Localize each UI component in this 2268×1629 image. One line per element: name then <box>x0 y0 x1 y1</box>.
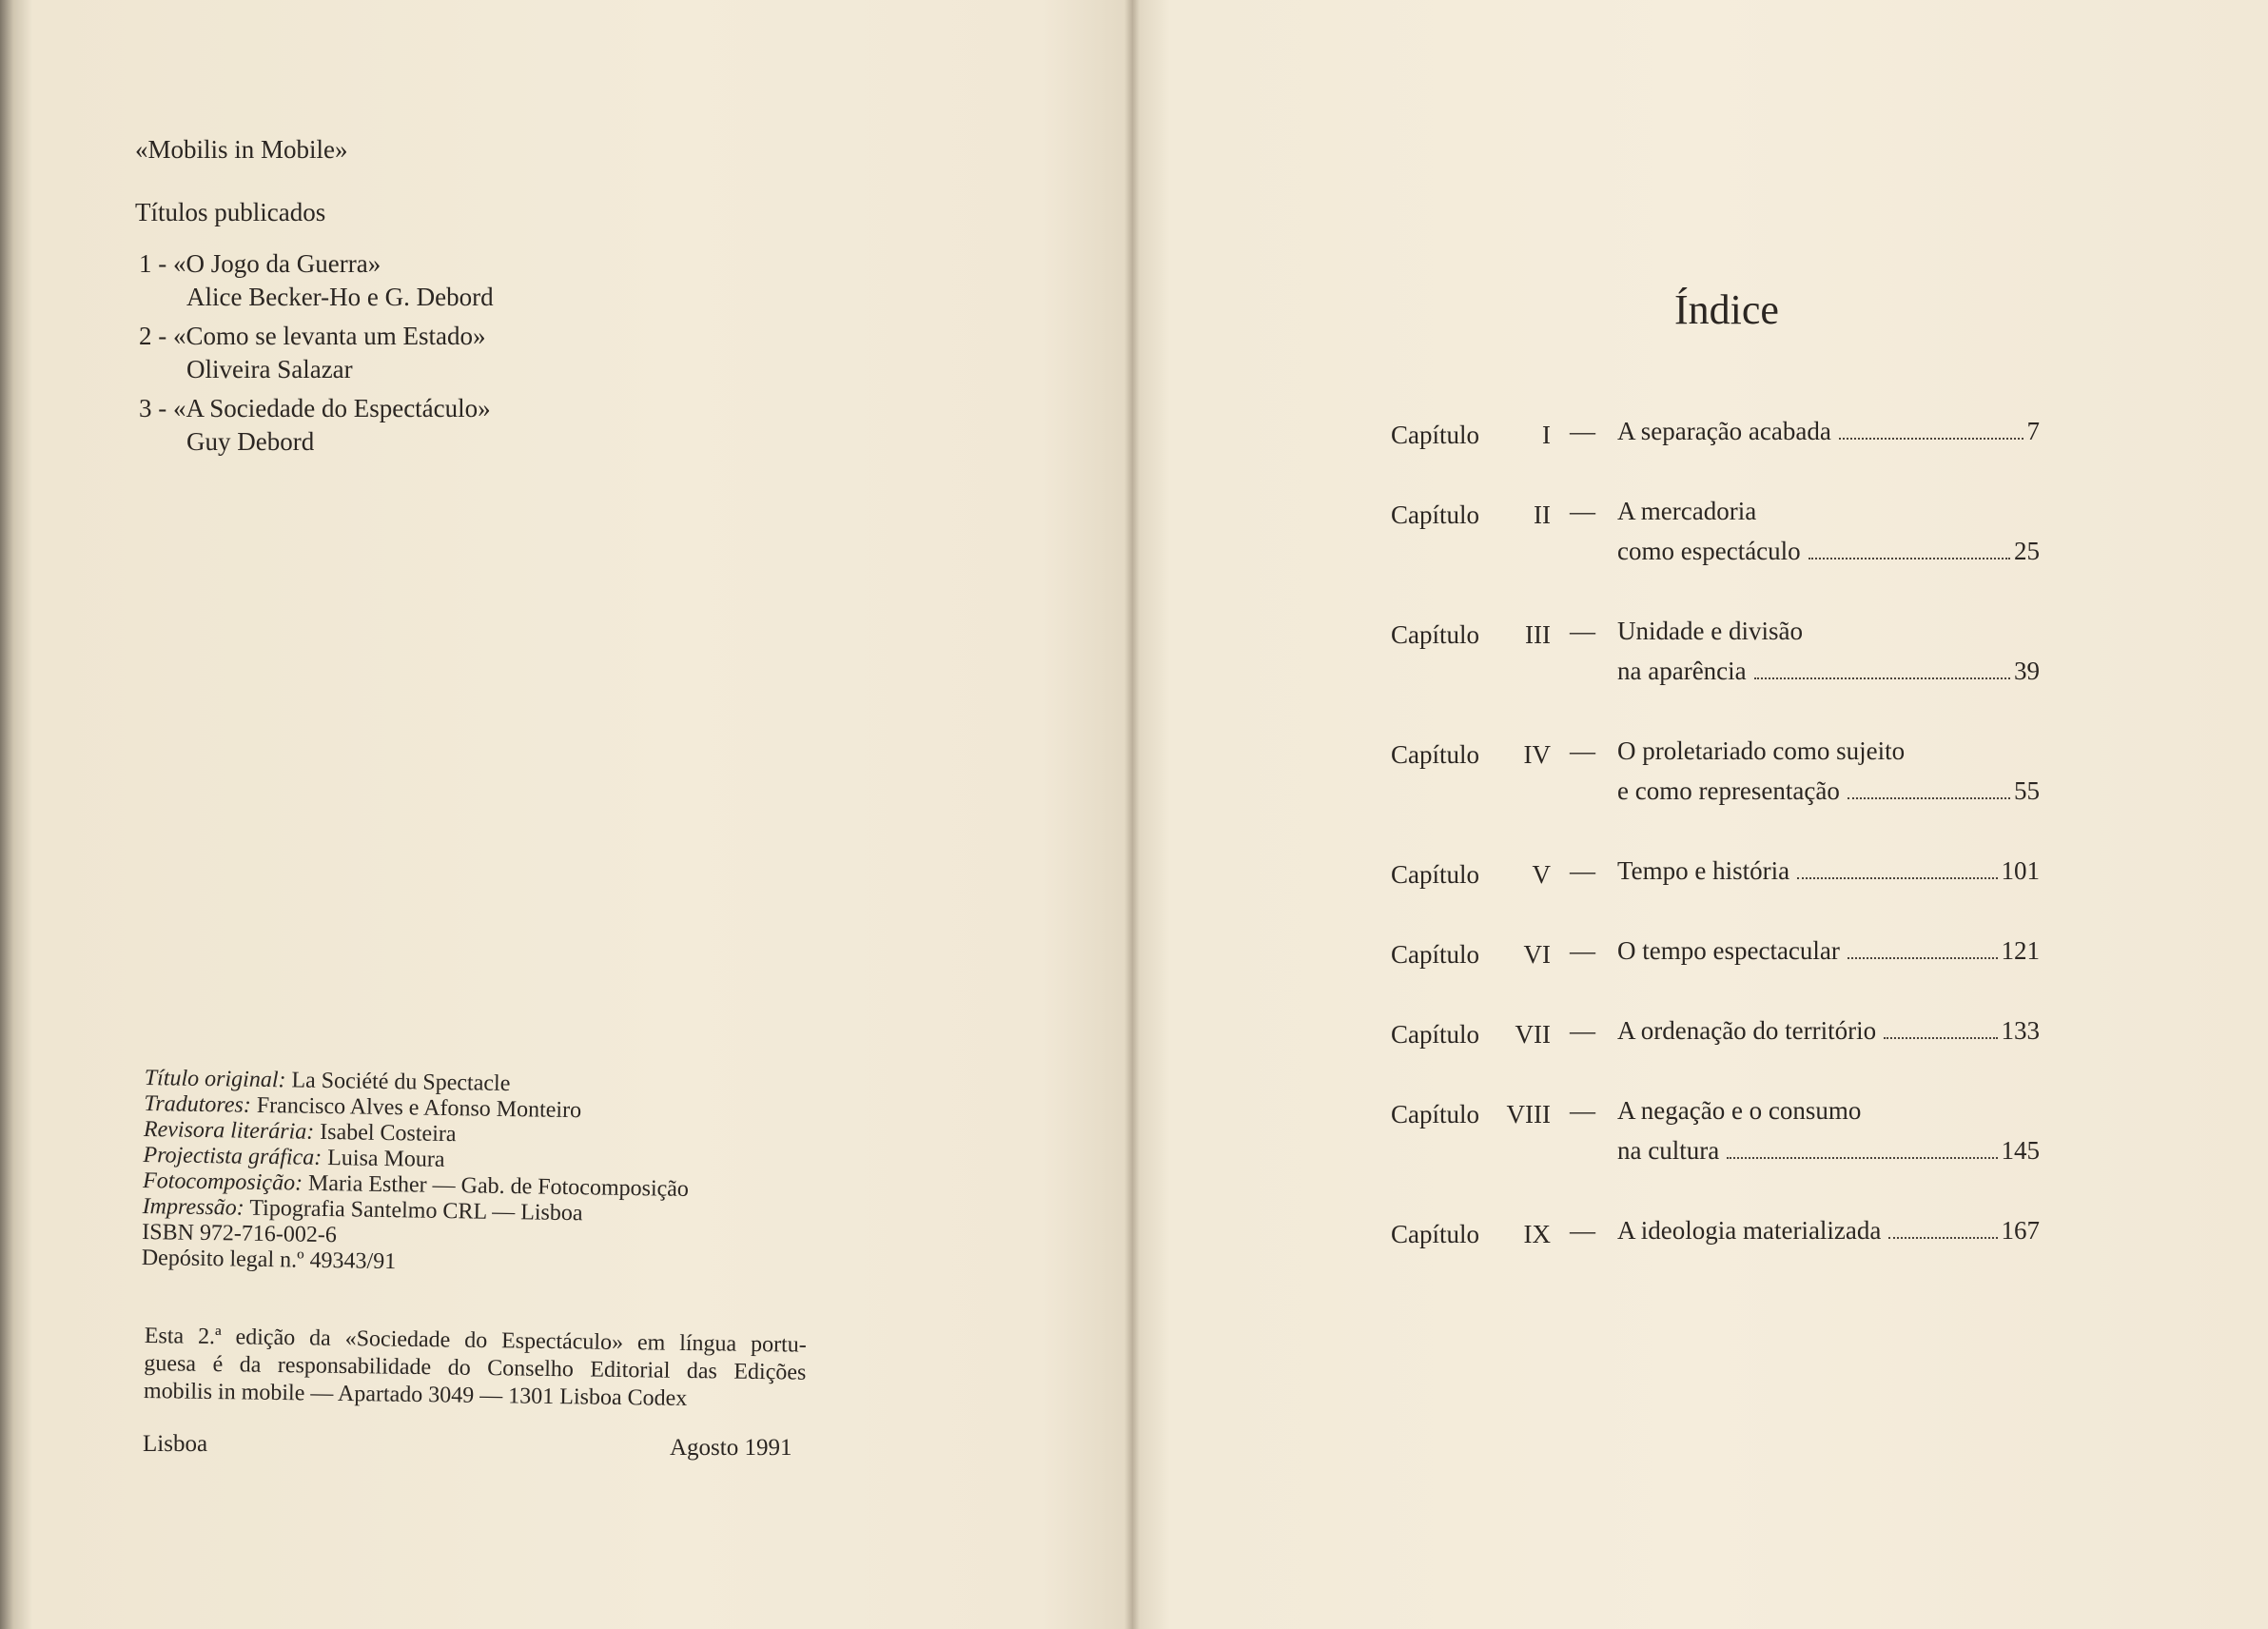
toc-page-number: 39 <box>2014 657 2040 685</box>
toc-entry-body <box>1617 497 2040 577</box>
published-heading: Títulos publicados <box>135 198 326 226</box>
published-list <box>139 247 494 464</box>
toc-chapter-word: Capítulo <box>1391 421 1479 449</box>
toc-entry-title: Tempo e história <box>1617 856 1790 885</box>
published-item <box>139 320 494 386</box>
credit-label: Projectista gráfica: <box>143 1142 323 1170</box>
toc-page-number: 145 <box>2001 1136 2040 1165</box>
toc-entry-body <box>1617 617 2040 697</box>
toc-entry-title: A mercadoria <box>1617 497 1757 525</box>
imprint-date: Agosto 1991 <box>670 1435 792 1461</box>
toc-dash: — <box>1570 617 1595 645</box>
toc-entry-line <box>1617 657 2040 697</box>
toc-entry-title: O tempo espectacular <box>1617 936 1840 965</box>
toc-entry <box>1391 856 2076 896</box>
published-title: «Como se levanta um Estado» <box>173 322 486 350</box>
toc-entry-body <box>1617 417 2040 457</box>
toc-entry-title: na aparência <box>1617 657 1747 685</box>
published-item <box>139 392 494 459</box>
toc-entry-line <box>1617 936 2040 976</box>
credit-value: Isabel Costeira <box>320 1119 457 1148</box>
toc-entry-title: na cultura <box>1617 1136 1720 1165</box>
toc-dash: — <box>1570 856 1595 885</box>
toc-entry-line <box>1617 736 2040 776</box>
toc-entry <box>1391 1096 2076 1176</box>
series-title: «Mobilis in Mobile» <box>135 135 348 164</box>
credit-label: Revisora literária: <box>143 1116 315 1145</box>
credit-value: Luisa Moura <box>327 1146 445 1172</box>
toc-chapter-word: Capítulo <box>1391 1020 1479 1049</box>
toc-entry-line <box>1617 1136 2040 1176</box>
toc-entry-line <box>1617 1096 2040 1136</box>
published-title: «A Sociedade do Espectáculo» <box>173 394 491 422</box>
toc-entry-title: como espectáculo <box>1617 537 1801 565</box>
credits-block <box>142 1066 772 1281</box>
toc-entry-body <box>1617 936 2040 976</box>
toc-entry <box>1391 1216 2076 1256</box>
credit-value: Maria Esther — Gab. de Fotocomposição <box>307 1170 690 1202</box>
credit-label: Fotocomposição: <box>142 1168 303 1196</box>
toc-chapter-word: Capítulo <box>1391 940 1479 969</box>
toc-entry-title: e como representação <box>1617 776 1840 805</box>
book-gutter <box>1124 0 1140 1629</box>
imprint-place: Lisboa <box>143 1431 208 1457</box>
toc-leader-dots <box>1809 558 2010 559</box>
toc-entry <box>1391 1016 2076 1056</box>
published-author: Oliveira Salazar <box>186 355 353 383</box>
toc-entry-title: A negação e o consumo <box>1617 1096 1862 1125</box>
toc-leader-dots <box>1839 438 2024 440</box>
toc-chapter-numeral: III <box>1525 620 1551 649</box>
toc-chapter-numeral: I <box>1542 421 1551 449</box>
toc-entry-title: O proletariado como sujeito <box>1617 736 1906 765</box>
toc-chapter-numeral: VI <box>1523 940 1551 969</box>
toc-page-number: 133 <box>2001 1016 2040 1045</box>
toc-page-number: 167 <box>2001 1216 2040 1245</box>
edition-note-line: mobilis in mobile — Apartado 3049 — 1301 Lisboa Codex <box>143 1378 688 1411</box>
toc-entry-title: A separação acabada <box>1617 417 1831 445</box>
toc-entry-line <box>1617 1216 2040 1256</box>
toc-leader-dots <box>1754 677 2010 679</box>
toc-chapter-numeral: IX <box>1523 1220 1551 1248</box>
toc-chapter-numeral: V <box>1532 860 1551 889</box>
toc-page-number: 7 <box>2026 417 2040 445</box>
toc-entry-line <box>1617 776 2040 816</box>
published-author: Guy Debord <box>186 427 315 456</box>
published-item <box>139 247 494 314</box>
toc-entry-line <box>1617 1016 2040 1056</box>
toc-entry-line <box>1617 856 2040 896</box>
toc-chapter-word: Capítulo <box>1391 860 1479 889</box>
published-author: Alice Becker-Ho e G. Debord <box>186 283 494 311</box>
toc-chapter-numeral: II <box>1534 500 1551 529</box>
toc-dash: — <box>1570 736 1595 765</box>
toc-entry <box>1391 417 2076 457</box>
toc-dash: — <box>1570 1216 1595 1245</box>
toc-page-number: 55 <box>2014 776 2040 805</box>
toc-entry-body <box>1617 1016 2040 1056</box>
toc-chapter-word: Capítulo <box>1391 1220 1479 1248</box>
toc-chapter-word: Capítulo <box>1391 620 1479 649</box>
toc-entry-line <box>1617 537 2040 577</box>
toc-entry-body <box>1617 736 2040 816</box>
toc-page-number: 25 <box>2014 537 2040 565</box>
toc-entry-line <box>1617 617 2040 657</box>
toc-entry <box>1391 736 2076 816</box>
toc-chapter-numeral: VIII <box>1506 1100 1551 1129</box>
credit-value: La Société du Spectacle <box>291 1068 511 1097</box>
edition-note-line: guesa é da responsabilidade do Conselho Editorial das Edições <box>144 1350 807 1385</box>
toc-chapter-numeral: IV <box>1523 740 1551 769</box>
toc-leader-dots <box>1888 1237 1997 1239</box>
toc-entry-line <box>1617 417 2040 457</box>
toc-entry <box>1391 497 2076 577</box>
toc-entry-title: A ordenação do território <box>1617 1016 1877 1045</box>
toc-entry-title: Unidade e divisão <box>1617 617 1803 645</box>
toc-leader-dots <box>1848 957 1998 959</box>
toc-dash: — <box>1570 1016 1595 1045</box>
isbn: ISBN 972-716-002-6 <box>142 1219 338 1248</box>
toc-entry <box>1391 936 2076 976</box>
toc-leader-dots <box>1884 1037 1997 1039</box>
toc-page-number: 121 <box>2001 936 2040 965</box>
published-number: 3 - <box>139 394 167 422</box>
toc-dash: — <box>1570 417 1595 445</box>
bleed-through-text <box>419 171 436 224</box>
toc-leader-dots <box>1848 797 2010 799</box>
legal-deposit: Depósito legal n.º 49343/91 <box>141 1245 397 1275</box>
credit-value: Tipografia Santelmo CRL — Lisboa <box>249 1195 583 1227</box>
toc-entry-title: A ideologia materializada <box>1617 1216 1882 1245</box>
published-number: 1 - <box>139 249 167 278</box>
credit-label: Tradutores: <box>144 1090 252 1118</box>
toc-entry-line <box>1617 497 2040 537</box>
toc-leader-dots <box>1797 877 1997 879</box>
toc-chapter-numeral: VII <box>1515 1020 1551 1049</box>
published-number: 2 - <box>139 322 167 350</box>
edition-note <box>144 1323 807 1415</box>
credit-label: Título original: <box>144 1066 286 1093</box>
toc-leader-dots <box>1727 1157 1997 1159</box>
published-title: «O Jogo da Guerra» <box>173 249 381 278</box>
credit-value: Francisco Alves e Afonso Monteiro <box>256 1092 582 1124</box>
toc-dash: — <box>1570 1096 1595 1125</box>
toc-entry <box>1391 617 2076 697</box>
toc-entry-body <box>1617 1096 2040 1176</box>
edition-note-line: Esta 2.ª edição da «Sociedade do Espectáculo» em língua portu- <box>144 1323 807 1358</box>
left-page <box>0 0 1132 1629</box>
toc-title: Índice <box>1674 286 1779 333</box>
toc-chapter-word: Capítulo <box>1391 740 1479 769</box>
toc-entry-body <box>1617 1216 2040 1256</box>
toc-entry-body <box>1617 856 2040 896</box>
toc-chapter-word: Capítulo <box>1391 1100 1479 1129</box>
toc-page-number: 101 <box>2001 856 2040 885</box>
toc-dash: — <box>1570 497 1595 525</box>
credit-label: Impressão: <box>142 1193 244 1221</box>
toc-chapter-word: Capítulo <box>1391 500 1479 529</box>
toc-dash: — <box>1570 936 1595 965</box>
